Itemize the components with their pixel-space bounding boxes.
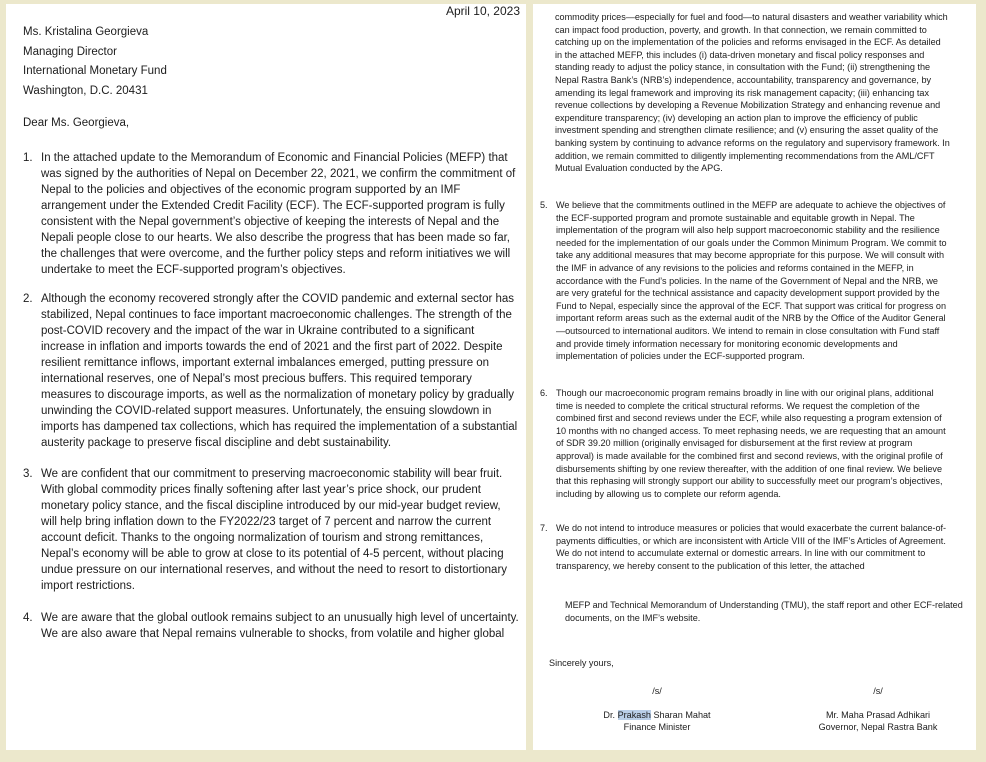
paragraph-number: 4. bbox=[23, 612, 33, 624]
paragraph-number: 1. bbox=[23, 152, 33, 164]
paragraph-text: Although the economy recovered strongly after the COVID pandemic and external sector has stabilized, Nepal continues to face important macroeconomic challenges. The strength of the post-COVID recovery and the impact of the war in Ukraine contributed to a significant increase in inflation and imports towards the end of 2021 and the first part of 2022. Despite resilient remittance inflows, important external imbalances emerged, putting pressure on international reserves, one of Nepal’s most precious buffers. This required temporary measures to discourage imports, as well as the normalization of monetary policy by gradually unwinding the COVID-related support measures. Unfortunately, the ensuing slowdown in imports has dampened tax collections, which has required the implementation of a substantial austerity package to preserve fiscal discipline and debt sustainability. bbox=[41, 293, 518, 449]
paragraph-5 bbox=[540, 199, 950, 363]
paragraph-number: 2. bbox=[23, 293, 33, 305]
paragraph-4 bbox=[23, 610, 519, 642]
paragraph-text: We are aware that the global outlook remains subject to an unusually high level of uncertainty. We are also aware that Nepal remains vulnerable to shocks, from volatile and higher global bbox=[41, 612, 519, 640]
signature-mark: /s/ bbox=[652, 686, 662, 696]
signature-block-governor bbox=[793, 685, 963, 733]
closing: Sincerely yours, bbox=[549, 658, 614, 668]
letter-page-right bbox=[533, 4, 976, 750]
paragraph-number: 7. bbox=[540, 523, 548, 533]
paragraph-text: We are confident that our commitment to preserving macroeconomic stability will bear fruit. With global commodity prices finally softening after last year’s price shock, our prudent monetary policy stance, and the fiscal discipline introduced by our mid-year budget review, will help bring inflation down to the FY2022/23 target of 7 percent and narrow the current account deficit. Thanks to the ongoing normalization of tourism and strong remittances, Nepal’s economy will be able to grow at close to its potential of 4-5 percent, without placing undue pressure on our international reserves, and without the need to resort to distortionary import restrictions. bbox=[41, 468, 508, 592]
salutation: Dear Ms. Georgieva, bbox=[23, 117, 130, 129]
signature-mark: /s/ bbox=[873, 686, 883, 696]
signatory-name-rest: Sharan Mahat bbox=[650, 710, 711, 720]
letter-page-left bbox=[6, 4, 526, 750]
recipient-title: Managing Director bbox=[23, 45, 117, 58]
signatory-name bbox=[577, 709, 737, 721]
paragraph-number: 3. bbox=[23, 468, 33, 480]
paragraph-text: commodity prices—especially for fuel and food—to natural disasters and weather variability which can impact food production, poverty, and growth. In that connection, we remain committed to catching up on the implementation of the policies and reforms envisaged in the ECF. As detailed in the attached MEFP, this includes (i) data-driven monetary and fiscal policy responses and standing ready to adjust the policy stance, in consultation with the Fund; (ii) strengthening the Nepal Rastra Bank’s (NRB’s) independence, accountability, transparency and governance, by amending its legal framework and improving its risk management capacity; (iii) enhancing tax revenue collections by developing a Revenue Mobilization Strategy and enhancing revenue and expenditure transparency; (iv) developing an action plan to improve the efficiency of public investment spending and strengthen climate resilience; and (v) ensuring the asset quality of the banking system by continuing to advance reforms on the regulatory and supervisory framework. In addition, we remain committed to diligently implementing recommendations from the AML/CFT Mutual Evaluation conducted by the APG. bbox=[555, 12, 950, 174]
paragraph-7-continued bbox=[551, 599, 971, 624]
highlighted-text: Prakash bbox=[617, 710, 651, 720]
paragraph-6 bbox=[540, 387, 950, 500]
recipient-organization: International Monetary Fund bbox=[23, 65, 167, 77]
signatory-name: Mr. Maha Prasad Adhikari bbox=[825, 710, 931, 720]
paragraph-text: We do not intend to introduce measures or policies that would exacerbate the current balance-of-payments difficulties, or which are inconsistent with Article VIII of the IMF’s Articles of Agreement. We do not intend to accumulate external or domestic arrears. In line with our commitment to transparency, we hereby consent to the publication of this letter, the attached bbox=[556, 523, 947, 571]
paragraph-number: 6. bbox=[540, 388, 548, 398]
recipient-city: Washington, D.C. 20431 bbox=[23, 84, 148, 97]
paragraph-2 bbox=[23, 291, 519, 451]
recipient-address bbox=[23, 23, 167, 101]
paragraph-text: We believe that the commitments outlined in the MEFP are adequate to achieve the objectives of the ECF-supported program and promote sustainable and equitable growth in Nepal. The implementation of the program will also help support macroeconomic stability and the resilience needed for the implementation of our goals under the Common Minimum Program. We commit to take any additional measures that may become appropriate for this purpose. We will consult with the IMF in advance of any revisions to the policies and reforms contained in the MEFP, in accordance with the Fund’s policies. In the name of the Government of Nepal and the NRB, we are very grateful for the technical assistance and capacity development support provided by the Fund to Nepal, especially since the approval of the ECF. That support was critical for progress on important reform areas such as the external audit of the NRB by the Office of the Auditor General—outsourced to international auditors. We intend to remain in close consultation with Fund staff and provide timely information necessary for monitoring economic developments and implementation of policies under the ECF-supported program. bbox=[556, 200, 947, 362]
paragraph-1 bbox=[23, 150, 519, 278]
letter-date: April 10, 2023 bbox=[445, 4, 520, 18]
paragraph-7 bbox=[540, 522, 950, 572]
paragraph-text: Though our macroeconomic program remains broadly in line with our original plans, additional time is needed to complete the critical structural reforms. We request the completion of the combined first and second reviews under the ECF, while also requesting a program extension of 10 months with no changed access. To meet rephasing needs, we are requesting that an amount of SDR 39.20 million (originally envisaged for disbursement at the first review at program approval) is made available for the combined first and second reviews, with the original profile of disbursements shifting by one review thereafter, with the addition of one final review. We believe that this rephasing will strongly support our ability to successfully meet our program’s objectives, including by allowing us to complete our reform agenda. bbox=[556, 388, 946, 499]
paragraph-3 bbox=[23, 466, 519, 594]
signatory-title: Finance Minister bbox=[623, 722, 691, 732]
paragraph-text: MEFP and Technical Memorandum of Understanding (TMU), the staff report and other ECF-related documents, on the IMF’s website. bbox=[565, 600, 963, 623]
paragraph-number: 5. bbox=[540, 200, 548, 210]
signatory-name-prefix: Dr. bbox=[603, 710, 618, 720]
paragraph-4-continued bbox=[540, 11, 950, 175]
signature-block-minister bbox=[577, 685, 737, 733]
signatory-title: Governor, Nepal Rastra Bank bbox=[818, 722, 938, 732]
recipient-name: Ms. Kristalina Georgieva bbox=[23, 26, 149, 38]
paragraph-text: In the attached update to the Memorandum of Economic and Financial Policies (MEFP) that was signed by the authorities of Nepal on December 22, 2021, we confirm the commitment of Nepal to the policies and objectives of the economic program supported by an IMF arrangement under the Extended Credit Facility (ECF). The ECF-supported program is fully consistent with the Nepal government’s objective of keeping the interests of Nepal and the Nepali people close to our hearts. We also describe the progress that has been made so far, the challenges that were overcome, and the further policy steps and reform initiatives we will undertake to meet the ECF-supported program’s objectives. bbox=[41, 152, 516, 276]
